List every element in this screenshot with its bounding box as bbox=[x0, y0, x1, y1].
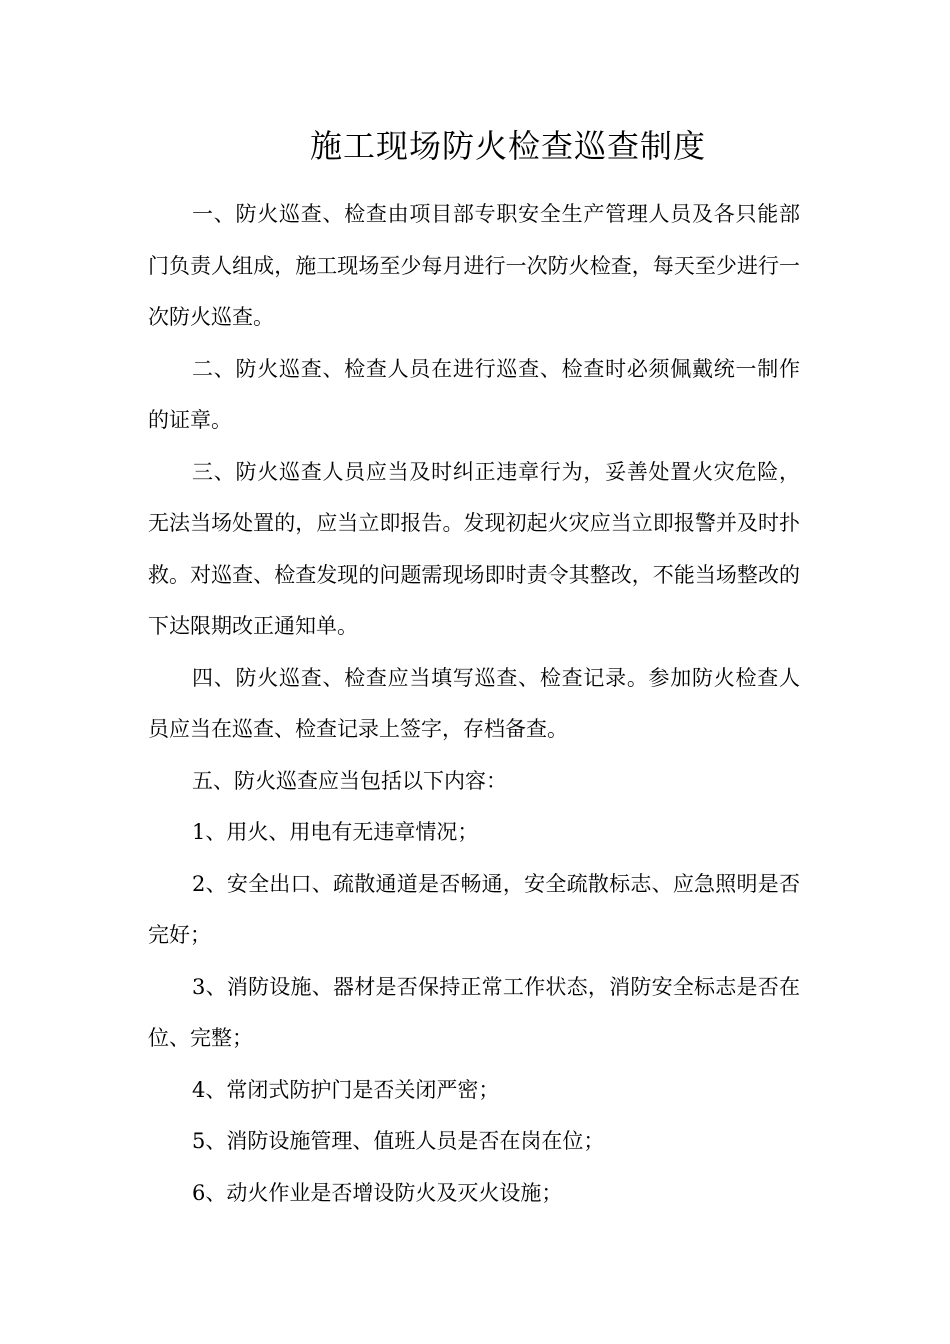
paragraph-4-records: 四、防火巡查、检查应当填写巡查、检查记录。参加防火检查人员应当在巡查、检查记录上签字，存档备查。 bbox=[148, 665, 800, 741]
list-item-5-duty-personnel: 5、消防设施管理、值班人员是否在岗在位； bbox=[192, 1129, 605, 1153]
paragraph-2-badge-requirement: 二、防火巡查、检查人员在进行巡查、检查时必须佩戴统一制作的证章。 bbox=[148, 356, 800, 432]
paragraph-5-patrol-content-heading: 五、防火巡查应当包括以下内容： bbox=[192, 768, 507, 793]
list-item-6-hot-work: 6、动火作业是否增设防火及灭火设施； bbox=[192, 1180, 563, 1205]
document-title: 施工现场防火检查巡查制度 bbox=[309, 127, 706, 165]
document-body bbox=[148, 189, 800, 1219]
list-item-2-exits-evacuation: 2、安全出口、疏散通道是否畅通，安全疏散标志、应急照明是否完好； bbox=[148, 871, 800, 947]
paragraph-3-violation-handling: 三、防火巡查人员应当及时纠正违章行为，妥善处置火灾危险，无法当场处置的，应当立即报告。发现初起火灾应当立即报警并及时扑救。对巡查、检查发现的问题需现场即时责令其整改，不能当场整改的下达限期改正通知单。 bbox=[148, 459, 800, 638]
list-item-3-fire-facilities: 3、消防设施、器材是否保持正常工作状态，消防安全标志是否在位、完整； bbox=[148, 974, 800, 1050]
list-item-4-fire-doors: 4、常闭式防护门是否关闭严密； bbox=[192, 1077, 500, 1102]
list-item-1-fire-electricity-use: 1、用火、用电有无违章情况； bbox=[192, 820, 479, 844]
paragraph-1-patrol-personnel: 一、防火巡查、检查由项目部专职安全生产管理人员及各只能部门负责人组成，施工现场至少每月进行一次防火检查，每天至少进行一次防火巡查。 bbox=[148, 202, 800, 329]
